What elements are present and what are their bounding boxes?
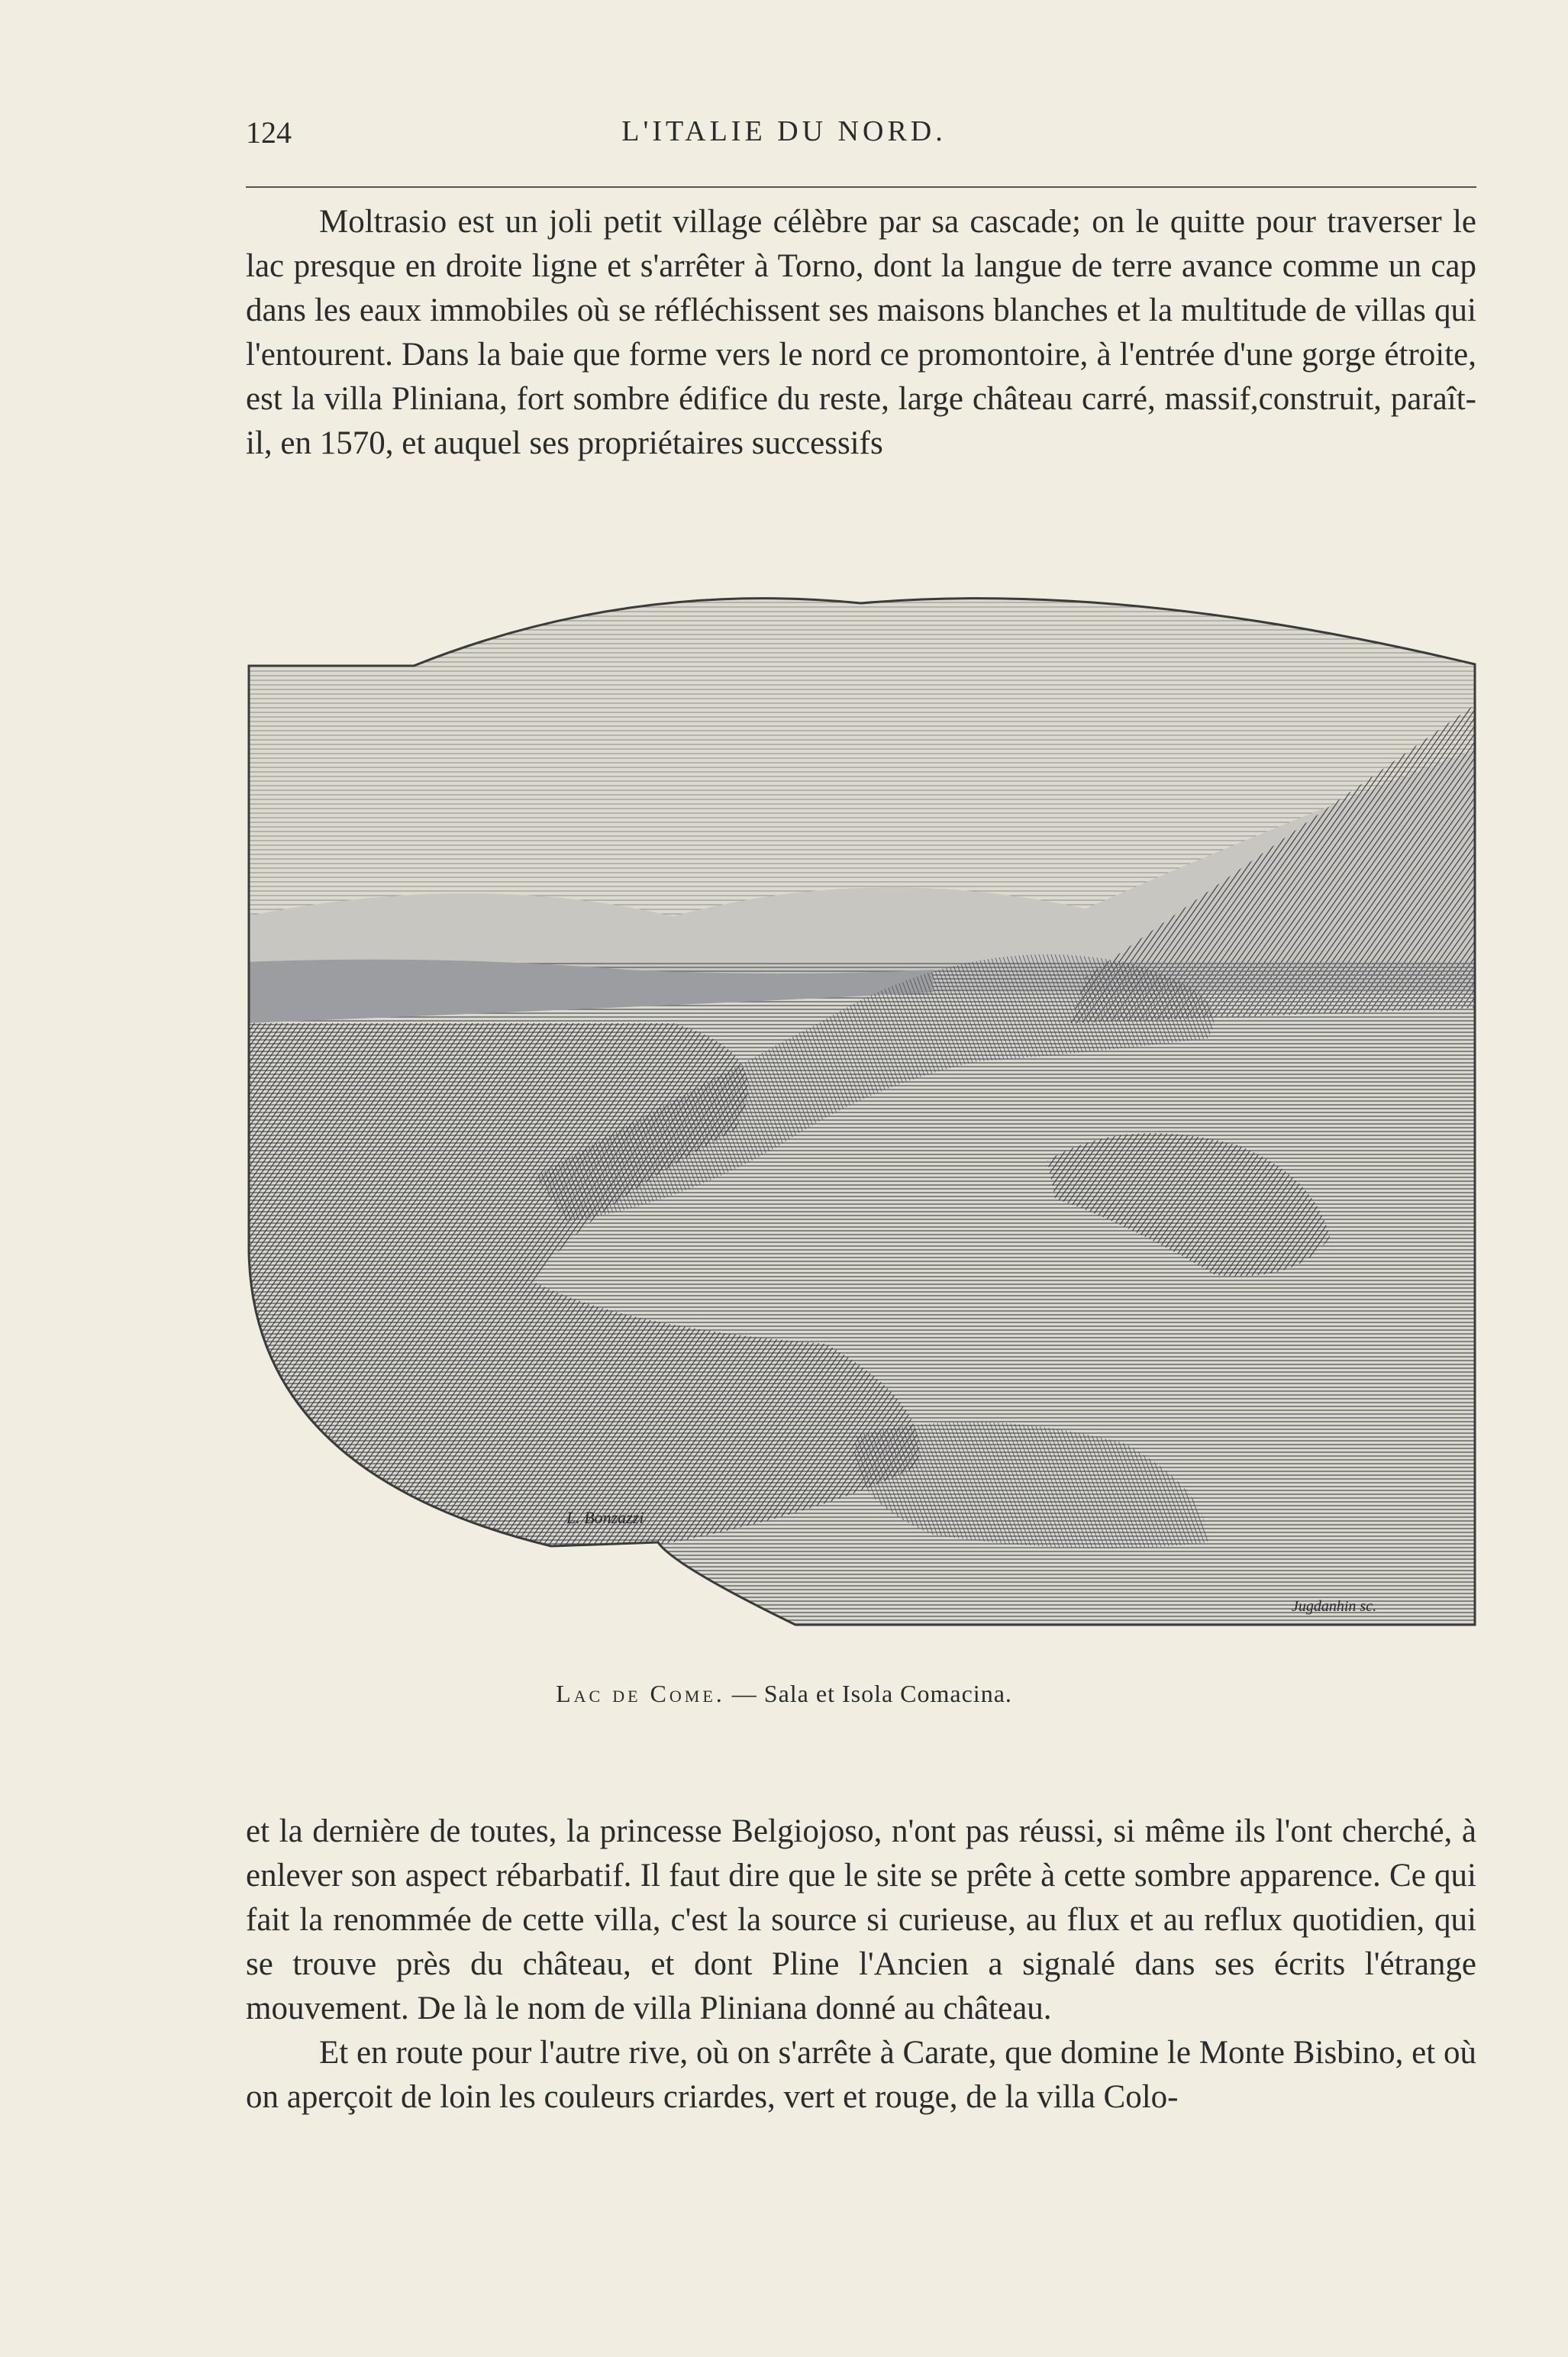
caption-title: Lac de Come. [556, 1680, 725, 1707]
illustration-caption [0, 1680, 1568, 1708]
bottom-text-block [246, 1810, 1476, 2120]
engraver-signature: Jugdanhin sc. [1292, 1598, 1377, 1615]
header-rule [246, 186, 1476, 188]
top-text-block [246, 200, 1476, 466]
paragraph-carate: Et en route pour l'autre rive, où on s'arrête à Carate, que domine le Monte Bisbino, et où on aperçoit de loin les couleurs criardes, vert et rouge, de la villa Colo- [246, 2035, 1476, 2115]
lake-como-engraving [246, 596, 1478, 1634]
paragraph-moltrasio: Moltrasio est un joli petit village célèbre par sa cascade; on le quitte pour traverser le lac presque en droite ligne et s'arrêter à Torno, dont la langue de terre avance comme un cap dans les eaux immobiles où se réfléchissent ses maisons blanches et la multitude de villas qui l'entourent. Dans la baie que forme vers le nord ce promontoire, à l'entrée d'une gorge étroite, est la villa Pliniana, fort sombre édifice du reste, large château carré, massif,construit, paraît-il, en 1570, et auquel ses propriétaires successifs [246, 204, 1476, 461]
caption-subtitle: Sala et Isola Comacina. [763, 1680, 1012, 1707]
running-head: L'ITALIE DU NORD. [621, 115, 947, 147]
artist-signature: L. Bonzazzi [566, 1508, 644, 1527]
caption-separator: — [731, 1680, 757, 1707]
paragraph-belgiojoso: et la dernière de toutes, la princesse Belgiojoso, n'ont pas réussi, si même ils l'ont cherché, à enlever son aspect rébarbatif. Il faut dire que le site se prête à cette sombre apparence. Ce qui fait la renommée de cette villa, c'est la source si curieuse, au flux et au reflux quotidien, qui se trouve près du château, et dont Pline l'Ancien a signalé dans ses écrits l'étrange mouvement. De là le nom de villa Pliniana donné au château. [246, 1813, 1476, 2026]
page-number: 124 [246, 115, 292, 150]
